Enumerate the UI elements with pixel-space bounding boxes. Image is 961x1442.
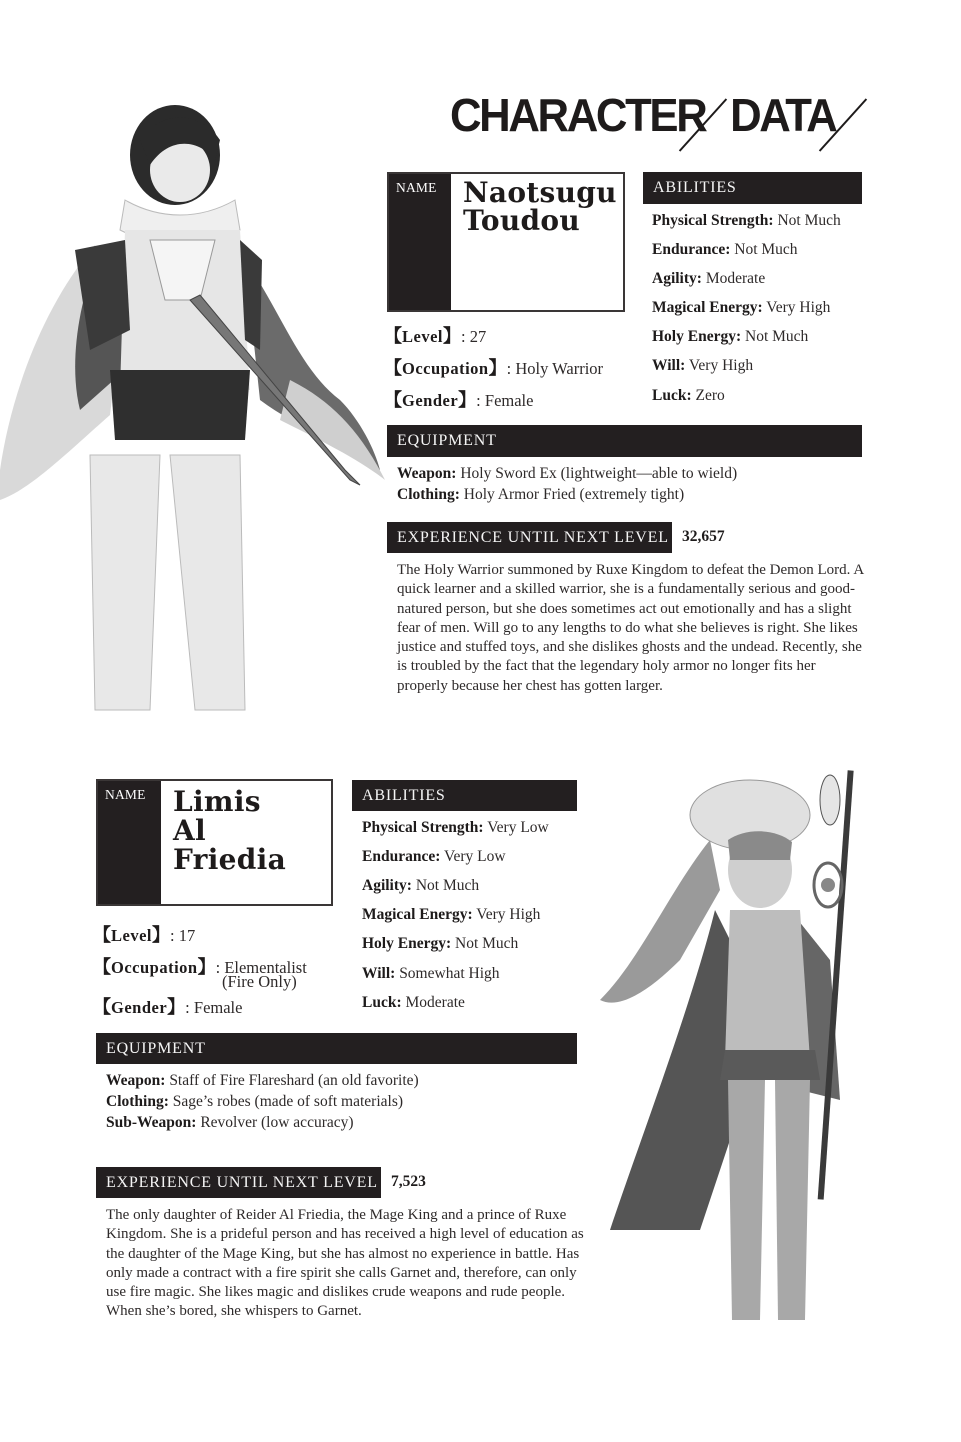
character-1-level: 【Level】: 27 (384, 326, 487, 346)
page-title (450, 90, 849, 140)
character-2-description: The only daughter of Reider Al Friedia, the Mage King and a prince of Ruxe Kingdom. She is a prideful person and has received a high level of education as the daughter of the Mage King, but she has almost no experience in battle. Has only made a contract with a fire spirit she calls Garnet and, therefore, can only use fire magic. She likes magic and dislikes crude weapons and rude people. When she’s bored, she whispers to Garnet. (106, 1207, 584, 1320)
name-line: Toudou (463, 204, 581, 237)
ability-row: Magical Energy: Very High (652, 299, 831, 316)
name-line: Naotsugu (463, 176, 617, 209)
name-line: Limis (173, 785, 261, 818)
page-title-part2: DATA (730, 89, 836, 141)
ability-row: Luck: Zero (652, 387, 725, 404)
ability-row: Agility: Moderate (652, 270, 766, 287)
holy-warrior-illustration (0, 70, 390, 730)
name-label: NAME (396, 180, 437, 195)
character-2-name (173, 787, 286, 874)
character-2-name-box (96, 779, 333, 906)
elementalist-illustration (580, 760, 880, 1360)
name-label-bar (389, 174, 451, 310)
character-1-occupation: 【Occupation】: Holy Warrior (384, 358, 604, 378)
equipment-row: Clothing: Holy Armor Fried (extremely tight) (397, 486, 685, 503)
character-2-experience-header: EXPERIENCE UNTIL NEXT LEVEL (96, 1167, 381, 1198)
character-1-abilities-header: ABILITIES (643, 172, 862, 204)
ability-row: Will: Somewhat High (362, 965, 500, 982)
equipment-row: Weapon: Holy Sword Ex (lightweight—able to wield) (397, 465, 738, 482)
character-2-abilities-header: ABILITIES (352, 780, 577, 811)
name-label-bar (98, 781, 161, 904)
character-1-experience-value: 32,657 (682, 528, 725, 545)
character-1-equipment-header: EQUIPMENT (387, 425, 862, 457)
character-2-level: 【Level】: 17 (93, 925, 196, 945)
character-2-occupation: 【Occupation】: Elementalist (93, 957, 307, 977)
character-2-occupation-line2: (Fire Only) (222, 972, 297, 991)
equipment-row: Clothing: Sage’s robes (made of soft materials) (106, 1093, 404, 1110)
ability-row: Holy Energy: Not Much (362, 935, 519, 952)
character-1-name-box (387, 172, 625, 312)
page-title-part1: CHARACTER (450, 89, 706, 141)
character-1-name (463, 176, 617, 237)
ability-row: Agility: Not Much (362, 877, 480, 894)
ability-row: Physical Strength: Very Low (362, 819, 549, 836)
ability-row: Endurance: Very Low (362, 848, 506, 865)
ability-row: Magical Energy: Very High (362, 906, 541, 923)
name-line: Al (173, 814, 206, 847)
character-2-experience-value: 7,523 (391, 1173, 426, 1190)
ability-row: Endurance: Not Much (652, 241, 798, 258)
character-1-experience-header: EXPERIENCE UNTIL NEXT LEVEL (387, 522, 672, 553)
equipment-row: Weapon: Staff of Fire Flareshard (an old favorite) (106, 1072, 419, 1089)
character-2-gender: 【Gender】: Female (93, 997, 243, 1017)
ability-row: Will: Very High (652, 357, 754, 374)
equipment-row: Sub-Weapon: Revolver (low accuracy) (106, 1114, 354, 1131)
character-2-equipment-header: EQUIPMENT (96, 1033, 577, 1064)
name-line: Friedia (173, 843, 287, 876)
name-label: NAME (105, 787, 146, 802)
ability-row: Luck: Moderate (362, 994, 465, 1011)
ability-row: Physical Strength: Not Much (652, 212, 841, 229)
ability-row: Holy Energy: Not Much (652, 328, 809, 345)
character-1-gender: 【Gender】: Female (384, 390, 534, 410)
character-1-description: The Holy Warrior summoned by Ruxe Kingdom to defeat the Demon Lord. A quick learner and a skilled warrior, she is a fundamentally serious and good-natured person, but she does sometimes act out emotionally and has a slight fear of men. Will go to any lengths to do what she believes is right. She likes justice and stuffed toys, and she dislikes ghosts and the undead. Recently, she is troubled by the fact that the legendary holy armor no longer fits her properly because her chest has gotten larger. (397, 562, 864, 694)
